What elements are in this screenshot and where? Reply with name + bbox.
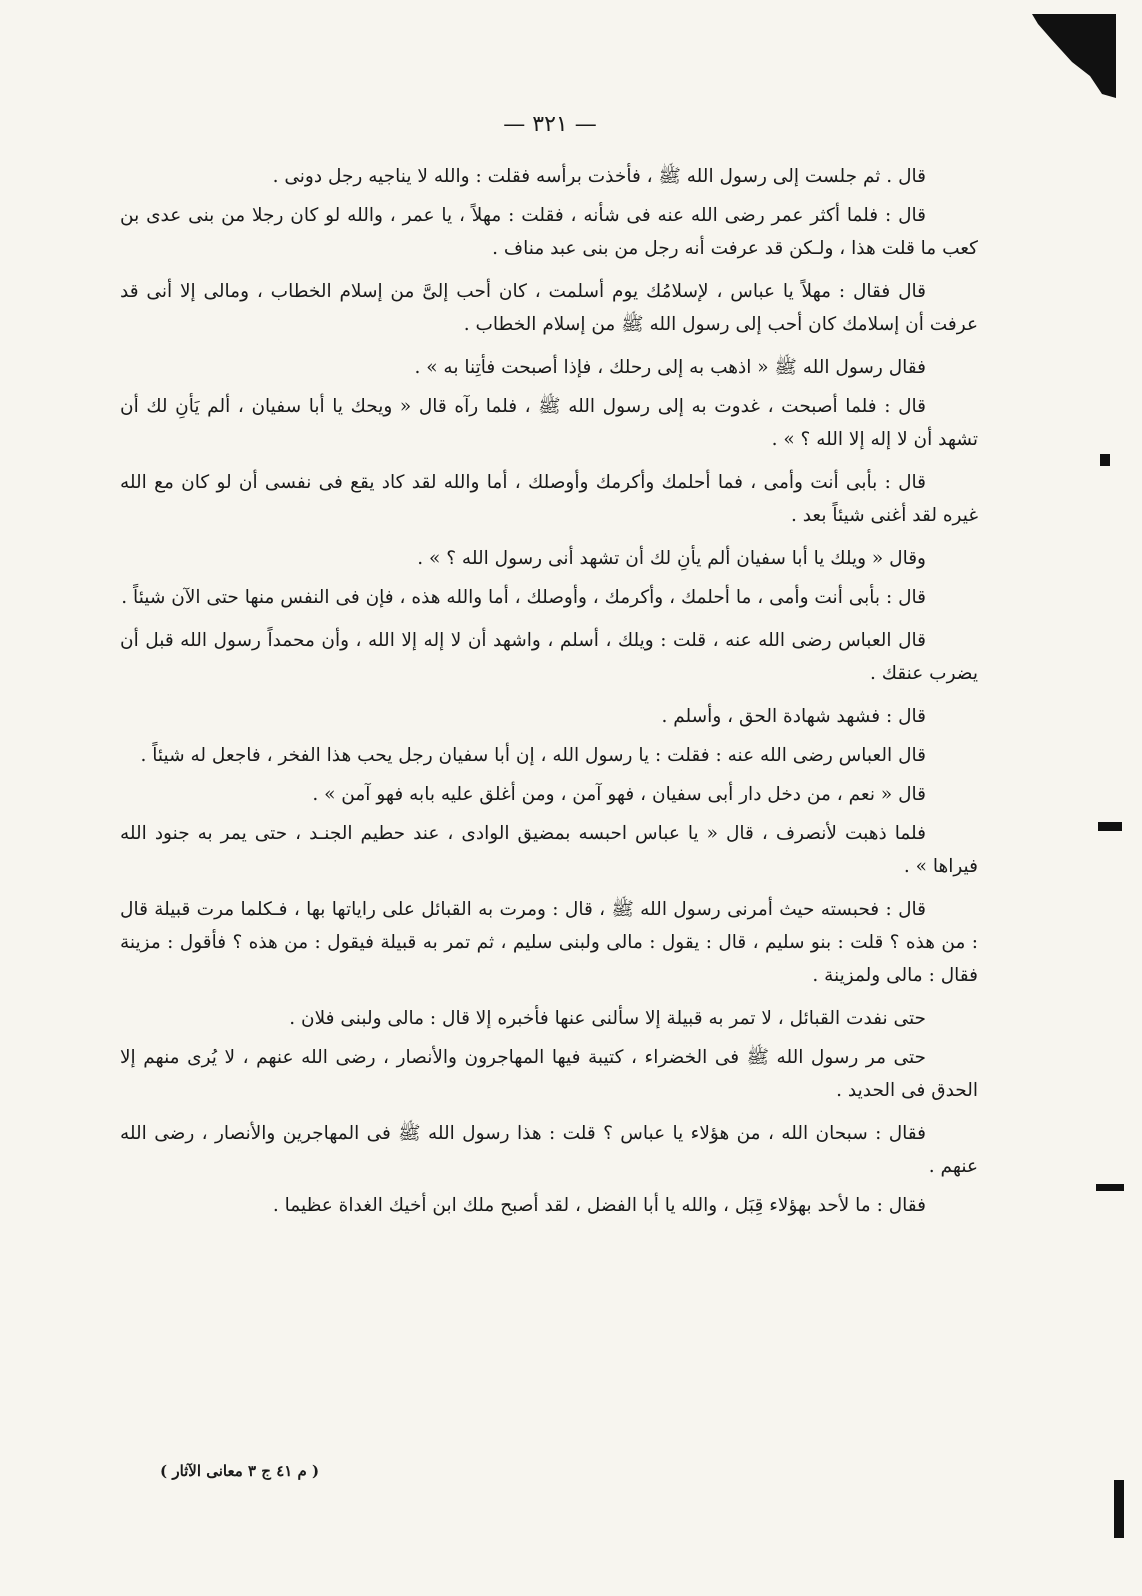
- footer-reference: ( م ٤١ ج ٣ معانى الآثار ): [160, 1462, 320, 1480]
- paragraph: قال : فلما أصبحت ، غدوت به إلى رسول الله ﷺ ، فلما رآه قال « ويحك يا أبا سفيان ، ألم يَأنِ لك أن تشهد أن لا إله إلا الله ؟ » .: [120, 396, 978, 450]
- paragraph: قال : بأبى أنت وأمى ، فما أحلمك وأكرمك وأوصلك ، أما والله لقد كاد يقع فى نفسى أن لو كان مع الله غيره لقد أغنى شيئاً بعد .: [120, 472, 978, 526]
- paragraph: فلما ذهبت لأنصرف ، قال « يا عباس احبسه بمضيق الوادى ، عند حطيم الجنـد ، حتى يمر به جنود الله فيراها » .: [120, 823, 978, 877]
- paragraph: حتى نفدت القبائل ، لا تمر به قبيلة إلا سألنى عنها فأخبره إلا قال : مالى ولبنى فلان .: [289, 1008, 926, 1029]
- paragraph: فقال رسول الله ﷺ « اذهب به إلى رحلك ، فإذا أصبحت فأتِنا به » .: [414, 357, 926, 378]
- paragraph: قال فقال : مهلاً يا عباس ، لإسلامُك يوم أسلمت ، كان أحب إلىَّ من إسلام الخطاب ، ومالى إلا أنى قد عرفت أن إسلامك كان أحب إلى رسول الله ﷺ من إسلام الخطاب .: [120, 281, 978, 335]
- paragraph: قال العباس رضى الله عنه : فقلت : يا رسول الله ، إن أبا سفيان رجل يحب هذا الفخر ، فاجعل له شيئاً .: [140, 745, 926, 766]
- corner-scan-mark: [1032, 14, 1116, 98]
- paragraph: فقال : ما لأحد بهؤلاء قِبَل ، والله يا أبا الفضل ، لقد أصبح ملك ابن أخيك الغداة عظيما .: [272, 1195, 926, 1216]
- paragraph: قال : فحبسته حيث أمرنى رسول الله ﷺ ، قال : ومرت به القبائل على راياتها بها ، فـكلما مرت قبيلة قال : من هذه ؟ قلت : بنو سليم ، قال : يقول : مالى ولبنى سليم ، ثم تمر به قبيلة فيقول : من هذه ؟ فأقول : مزينة فقال : مالى ولمزينة .: [120, 899, 978, 986]
- paragraph: وقال « ويلك يا أبا سفيان ألم يأنِ لك أن تشهد أنى رسول الله ؟ » .: [417, 548, 926, 569]
- paragraph: قال « نعم ، من دخل دار أبى سفيان ، فهو آمن ، ومن أغلق عليه بابه فهو آمن » .: [312, 784, 926, 805]
- paragraph: قال : فشهد شهادة الحق ، وأسلم .: [661, 706, 926, 727]
- paragraph: قال العباس رضى الله عنه ، قلت : ويلك ، أسلم ، واشهد أن لا إله إلا الله ، وأن محمداً رسول الله قبل أن يضرب عنقك .: [120, 630, 978, 684]
- paragraph: قال . ثم جلست إلى رسول الله ﷺ ، فأخذت برأسه فقلت : والله لا يناجيه رجل دونى .: [272, 166, 926, 187]
- page-number: — ٣٢١ —: [503, 112, 597, 137]
- scan-edge-mark: [1096, 1184, 1124, 1191]
- scan-edge-mark: [1100, 454, 1110, 466]
- page-body: [120, 160, 978, 1228]
- paragraph: قال : بأبى أنت وأمى ، ما أحلمك ، وأكرمك ، وأوصلك ، أما والله هذه ، فإن فى النفس منها حتى الآن شيئاً .: [121, 587, 926, 608]
- paragraph: قال : فلما أكثر عمر رضى الله عنه فى شأنه ، فقلت : مهلاً ، يا عمر ، والله لو كان رجلا من بنى عدى بن كعب ما قلت هذا ، ولـكن قد عرفت أنه رجل من بنى عبد مناف .: [120, 205, 978, 259]
- paragraph: حتى مر رسول الله ﷺ فى الخضراء ، كتيبة فيها المهاجرون والأنصار ، رضى الله عنهم ، لا يُرى منهم إلا الحدق فى الحديد .: [120, 1047, 978, 1101]
- scan-edge-mark: [1114, 1480, 1124, 1538]
- scan-edge-mark: [1098, 822, 1122, 831]
- paragraph: فقال : سبحان الله ، من هؤلاء يا عباس ؟ قلت : هذا رسول الله ﷺ فى المهاجرين والأنصار ، رضى الله عنهم .: [120, 1123, 978, 1177]
